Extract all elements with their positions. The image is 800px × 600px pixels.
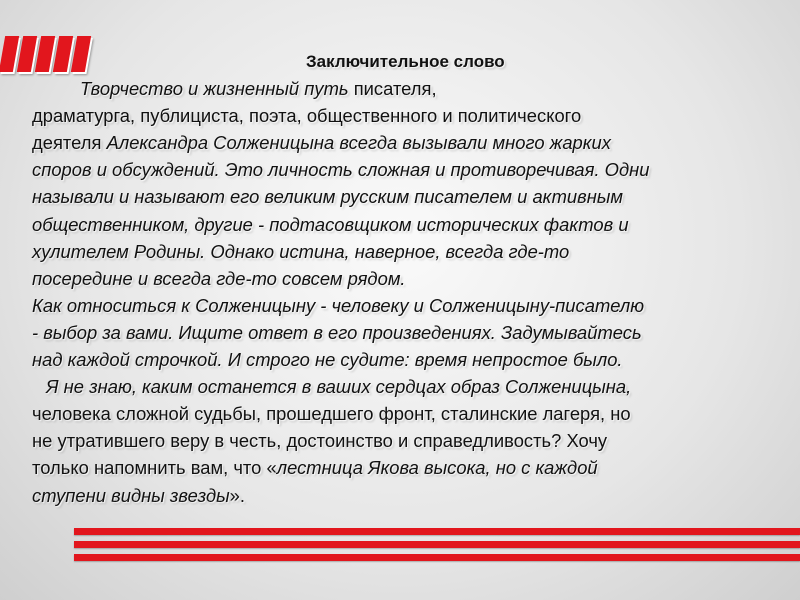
logo-bar	[0, 36, 19, 72]
slide-title: Заключительное слово	[306, 52, 505, 71]
text-segment: писателя,	[353, 78, 437, 100]
text-segment: человека сложной судьбы, прошедшего фронт, сталинские лагеря, но	[32, 403, 631, 425]
text-line	[32, 129, 777, 156]
text-line	[32, 211, 777, 238]
text-segment: Александра Солженицына всегда вызывали много жарких	[106, 132, 611, 154]
stripe	[74, 554, 800, 561]
stripe	[74, 528, 800, 535]
text-line	[32, 75, 777, 102]
decorative-stripes	[74, 528, 800, 568]
text-segment: посередине и всегда где-то совсем рядом.	[32, 267, 406, 289]
text-line	[32, 292, 777, 319]
text-line	[32, 183, 777, 210]
text-segment: общественником, другие - подтасовщиком исторических фактов и	[32, 213, 629, 235]
text-segment: не утратившего веру в честь, достоинство и справедливость? Хочу	[32, 430, 608, 452]
text-line	[32, 482, 777, 509]
text-line	[32, 427, 777, 454]
text-line	[32, 400, 777, 427]
text-segment: деятеля	[32, 132, 107, 154]
body-text	[32, 75, 777, 509]
text-line	[32, 454, 777, 481]
text-line	[32, 373, 777, 400]
text-line	[32, 319, 777, 346]
text-segment: драматурга, публициста, поэта, общественного и политического	[32, 105, 582, 127]
text-segment: только напомнить вам, что «	[32, 457, 277, 479]
slide-body	[32, 48, 777, 509]
text-segment: называли и называют его великим русским писателем и активным	[32, 186, 623, 208]
text-line	[32, 238, 777, 265]
text-segment: Творчество и жизненный путь	[80, 78, 354, 100]
text-segment: ».	[229, 484, 246, 506]
text-line	[32, 346, 777, 373]
stripe	[74, 541, 800, 548]
text-line	[32, 102, 777, 129]
text-segment: - выбор за вами. Ищите ответ в его произведениях. Задумывайтесь	[32, 321, 642, 343]
text-segment: над каждой строчкой. И строго не судите: время непростое было.	[32, 349, 623, 371]
text-line	[32, 265, 777, 292]
text-segment: споров и обсуждений. Это личность сложная и противоречивая. Одни	[32, 159, 650, 181]
text-segment: ступени видны звезды	[32, 484, 230, 506]
text-segment: Как относиться к Солженицыну - человеку и Солженицыну-писателю	[32, 294, 645, 316]
text-line	[32, 156, 777, 183]
text-segment: лестница Якова высока, но с каждой	[276, 457, 598, 479]
text-segment: хулителем Родины. Однако истина, наверное, всегда где-то	[32, 240, 570, 262]
text-segment: Я не знаю, каким останется в ваших сердцах образ Солженицына,	[46, 376, 632, 398]
